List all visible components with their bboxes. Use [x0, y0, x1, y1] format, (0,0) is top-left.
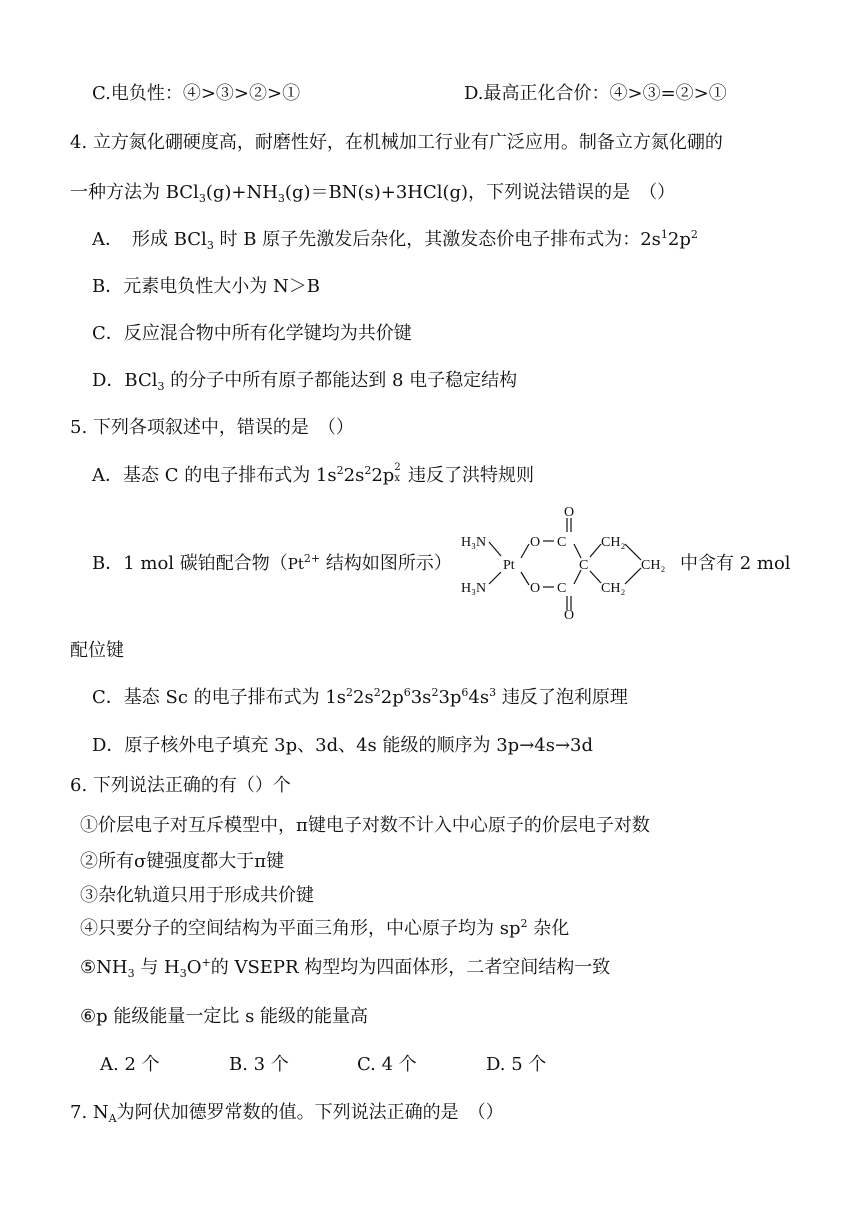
o-atom-bottom: O	[530, 581, 541, 596]
h3n-bottom: H₃N	[461, 581, 487, 596]
q3-option-c: C.电负性：④>③>②>①	[92, 83, 301, 104]
q4-stem-line1: 4. 立方氮化硼硬度高，耐磨性好，在机械加工行业有广泛应用。制备立方氮化硼的	[70, 132, 723, 153]
q7-stem: 7. $N_A$为阿伏加德罗常数的值。下列说法正确的是 （）	[70, 1102, 504, 1125]
q5-option-b-tail: 中含有 2 mol	[680, 553, 791, 574]
ch2-right: CH₂	[641, 558, 666, 573]
o-carbonyl-bottom: O	[564, 608, 575, 623]
q6-statement-1: ①价层电子对互斥模型中，π键电子对数不计入中心原子的价层电子对数	[80, 815, 650, 836]
q6-statement-5: $⑤NH_3$ 与 $H_3O^+$的 VSEPR 构型均为四面体形，二者空间结构一致	[80, 956, 611, 980]
q6-option-d: D. 5 个	[486, 1054, 547, 1075]
ch2-bottom: CH₂	[601, 581, 626, 596]
q6-stem: 6. 下列说法正确的有（）个	[70, 775, 291, 796]
q5-option-d: D．原子核外电子填充 3p、3d、4s 能级的顺序为 3p→4s→3d	[92, 735, 594, 756]
carboplatin-structure-diagram	[455, 500, 675, 624]
q6-statement-3: ③杂化轨道只用于形成共价键	[80, 885, 314, 906]
q4-stem-line2: 一种方法为 $BCl_3(g)+NH_3(g)=BN(s)+3HCl(g)$，下列说法错误的是 （）	[70, 182, 676, 205]
c-carbonyl-top: C	[557, 535, 567, 550]
q6-option-a: A. 2 个	[100, 1054, 160, 1075]
q6-option-c: C. 4 个	[357, 1054, 417, 1075]
c-quaternary: C	[579, 558, 589, 573]
q6-statement-6: ⑥p 能级能量一定比 s 能级的能量高	[80, 1006, 369, 1027]
h3n-top: H₃N	[461, 535, 487, 550]
q6-statement-2: ②所有σ键强度都大于π键	[80, 851, 285, 872]
q6-statement-4: ④只要分子的空间结构为平面三角形，中心原子均为 $sp^2$ 杂化	[80, 917, 570, 939]
q4-option-c: C．反应混合物中所有化学键均为共价键	[92, 323, 412, 344]
q5-option-a: A．基态 C 的电子排布式为 $1s^22s^22p$ 2 x 违反了洪特规则	[92, 462, 535, 486]
orbital-subscript-stack: 2 x	[394, 462, 401, 484]
q5-option-b-continuation: 配位键	[70, 640, 124, 661]
o-carbonyl-top: O	[564, 505, 575, 520]
o-atom-top: O	[530, 535, 541, 550]
q3-option-d: D.最高正化合价：④>③=②>①	[464, 83, 727, 104]
q5-option-c: C．基态 Sc 的电子排布式为 $1s^22s^22p^63s^23p^64s^3$ 违反了泡利原理	[92, 686, 628, 708]
q5-stem: 5. 下列各项叙述中，错误的是 （）	[70, 417, 354, 438]
q4-option-b: B．元素电负性大小为 N＞B	[92, 276, 320, 297]
pt-atom: Pt	[503, 558, 515, 573]
q4-option-d: D．BCl$_3$ 的分子中所有原子都能达到 8 电子稳定结构	[92, 370, 518, 393]
q4-option-a: A． 形成 BCl$_3$ 时 B 原子先激发后杂化，其激发态价电子排布式为：$2s^12p^2$	[92, 228, 698, 252]
q6-option-b: B. 3 个	[229, 1054, 289, 1075]
ch2-top: CH₂	[601, 535, 626, 550]
q5-option-b: B．1 mol 碳铂配合物（$Pt^{2+}$ 结构如图所示）	[92, 552, 452, 574]
c-carbonyl-bottom: C	[557, 581, 567, 596]
